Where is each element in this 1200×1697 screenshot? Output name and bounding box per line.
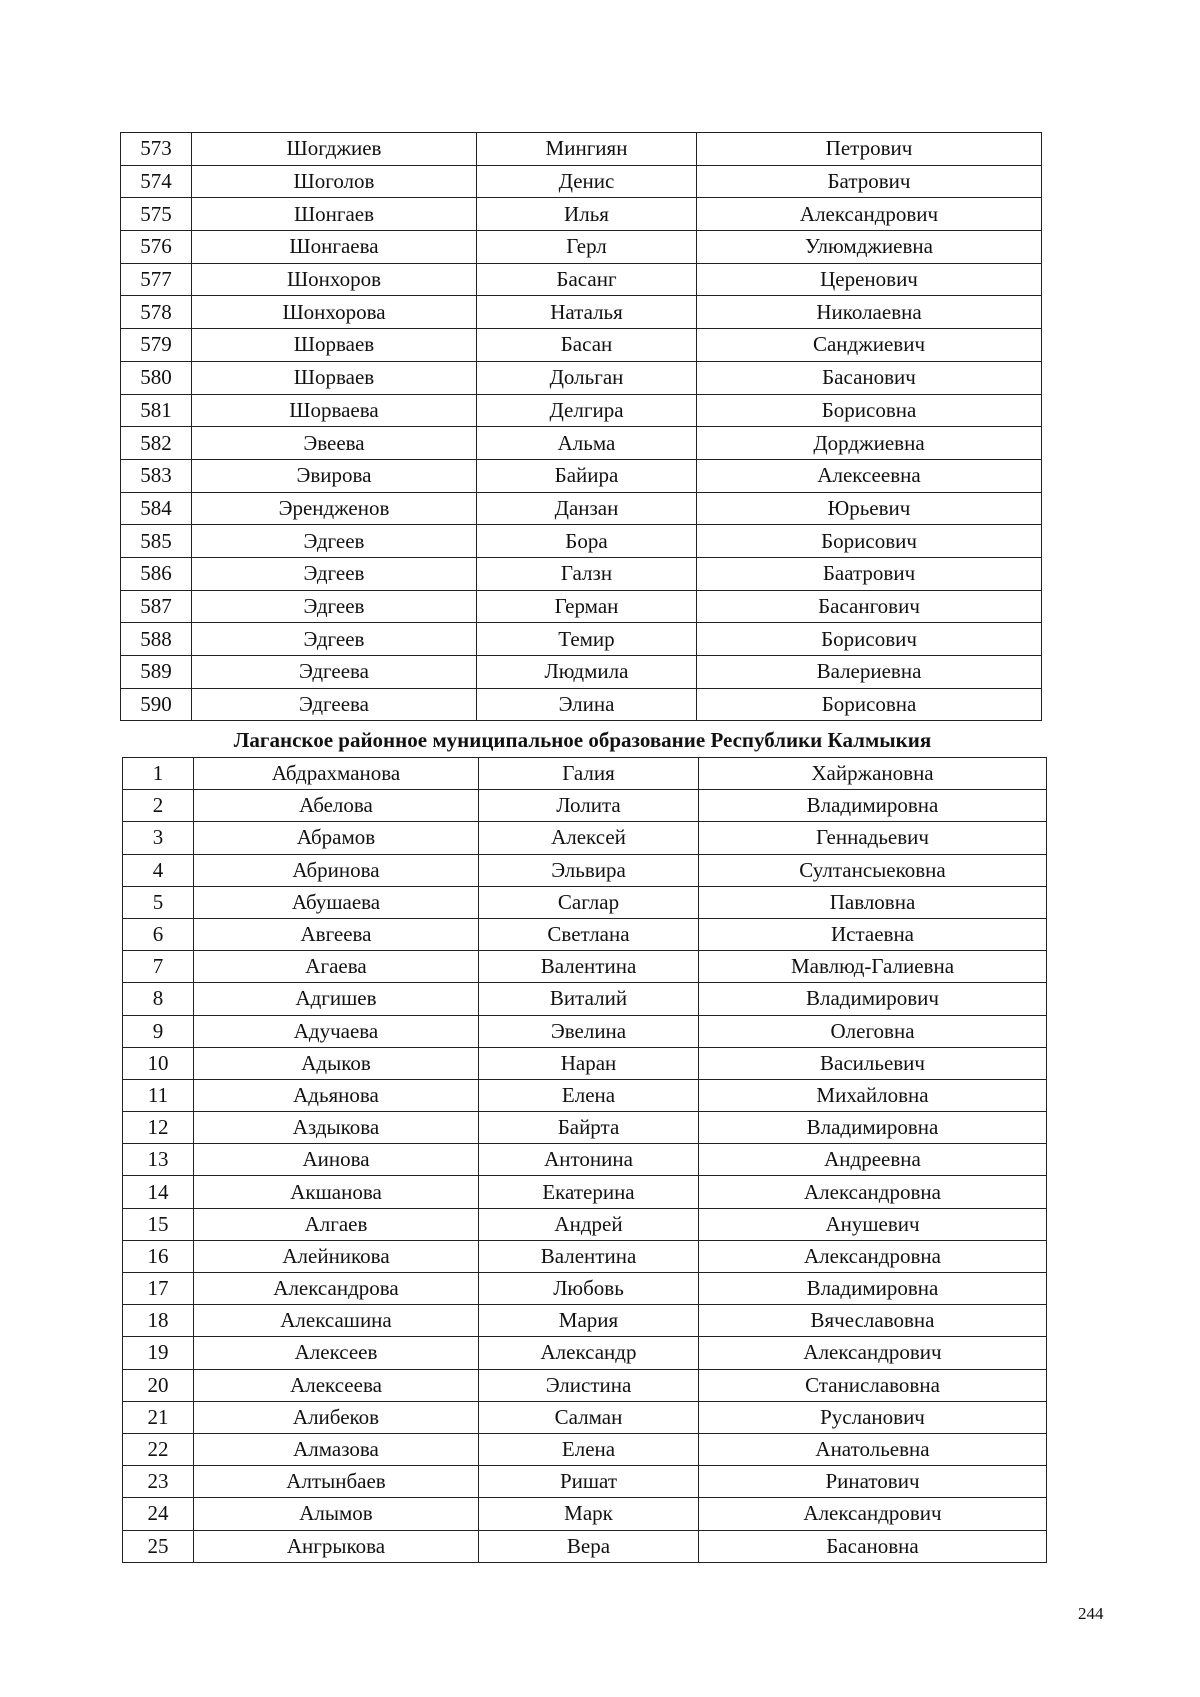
first-name-cell: Эльвира [479,854,699,886]
row-number-cell: 11 [123,1079,194,1111]
table-row [121,165,1042,198]
first-name-cell: Салман [479,1401,699,1433]
patronymic-cell: Геннадьевич [699,822,1047,854]
surname-cell: Алтынбаев [194,1466,479,1498]
first-name-cell: Герл [477,231,697,264]
patronymic-cell: Юрьевич [697,492,1042,525]
surname-cell: Эвеева [192,427,477,460]
surname-cell: Шорваев [192,329,477,362]
patronymic-cell: Александрович [699,1498,1047,1530]
surname-cell: Адыков [194,1047,479,1079]
section-heading: Лаганское районное муниципальное образование Республики Калмыкия [233,728,932,752]
surname-cell: Ангрыкова [194,1530,479,1562]
first-name-cell: Любовь [479,1273,699,1305]
surname-cell: Алымов [194,1498,479,1530]
patronymic-cell: Батрович [697,165,1042,198]
patronymic-cell: Михайловна [699,1079,1047,1111]
first-name-cell: Байира [477,459,697,492]
row-number-cell: 588 [121,623,192,656]
patronymic-cell: Церенович [697,263,1042,296]
first-name-cell: Екатерина [479,1176,699,1208]
first-name-cell: Александр [479,1337,699,1369]
table-row [121,492,1042,525]
surname-cell: Шонгаева [192,231,477,264]
patronymic-cell: Русланович [699,1401,1047,1433]
surname-cell: Шоголов [192,165,477,198]
surname-cell: Абринова [194,854,479,886]
patronymic-cell: Дорджиевна [697,427,1042,460]
surname-cell: Авгеева [194,918,479,950]
surname-cell: Алексеев [194,1337,479,1369]
row-number-cell: 584 [121,492,192,525]
patronymic-cell: Вячеславовна [699,1305,1047,1337]
table-row [121,296,1042,329]
surname-cell: Шонхоров [192,263,477,296]
row-number-cell: 5 [123,886,194,918]
row-number-cell: 574 [121,165,192,198]
surname-cell: Аинова [194,1144,479,1176]
patronymic-cell: Басанович [697,361,1042,394]
first-name-cell: Наран [479,1047,699,1079]
table-row [121,231,1042,264]
patronymic-cell: Ринатович [699,1466,1047,1498]
row-number-cell: 580 [121,361,192,394]
surname-cell: Шорваев [192,361,477,394]
first-name-cell: Елена [479,1079,699,1111]
surname-cell: Абелова [194,790,479,822]
first-name-cell: Эвелина [479,1015,699,1047]
table-row [123,1466,1047,1498]
row-number-cell: 586 [121,557,192,590]
table-row [121,525,1042,558]
patronymic-cell: Анушевич [699,1208,1047,1240]
patronymic-cell: Улюмджиевна [697,231,1042,264]
first-name-cell: Темир [477,623,697,656]
table-row [123,1498,1047,1530]
surname-cell: Алмазова [194,1433,479,1465]
row-number-cell: 578 [121,296,192,329]
surname-cell: Агаева [194,951,479,983]
patronymic-cell: Борисовна [697,394,1042,427]
first-name-cell: Мингиян [477,133,697,166]
table-row [123,1433,1047,1465]
table-row [121,656,1042,689]
row-number-cell: 25 [123,1530,194,1562]
row-number-cell: 583 [121,459,192,492]
table-row [123,1401,1047,1433]
first-name-cell: Данзан [477,492,697,525]
table-row [123,918,1047,950]
surname-cell: Эдгеев [192,590,477,623]
first-name-cell: Антонина [479,1144,699,1176]
surname-cell: Эвирова [192,459,477,492]
table-row [121,133,1042,166]
table-row [123,790,1047,822]
patronymic-cell: Александрович [697,198,1042,231]
surname-cell: Алгаев [194,1208,479,1240]
row-number-cell: 19 [123,1337,194,1369]
first-name-cell: Илья [477,198,697,231]
table-row [121,590,1042,623]
patronymic-cell: Борисович [697,525,1042,558]
surname-cell: Эдгеев [192,557,477,590]
surname-cell: Шонхорова [192,296,477,329]
row-number-cell: 18 [123,1305,194,1337]
table-row [121,329,1042,362]
patronymic-cell: Станиславовна [699,1369,1047,1401]
first-name-cell: Элистина [479,1369,699,1401]
table-row [123,1208,1047,1240]
row-number-cell: 7 [123,951,194,983]
first-name-cell: Вера [479,1530,699,1562]
table-row [123,1369,1047,1401]
patronymic-cell: Борисовна [697,688,1042,721]
table-row [123,1337,1047,1369]
row-number-cell: 13 [123,1144,194,1176]
surname-cell: Абрамов [194,822,479,854]
patronymic-cell: Александрович [699,1337,1047,1369]
surname-cell: Шогджиев [192,133,477,166]
table-row [123,1047,1047,1079]
row-number-cell: 577 [121,263,192,296]
surname-cell: Адгишев [194,983,479,1015]
patronymic-cell: Николаевна [697,296,1042,329]
row-number-cell: 579 [121,329,192,362]
records-table-continued [120,132,1042,721]
patronymic-cell: Истаевна [699,918,1047,950]
row-number-cell: 575 [121,198,192,231]
patronymic-cell: Александровна [699,1176,1047,1208]
row-number-cell: 15 [123,1208,194,1240]
patronymic-cell: Васильевич [699,1047,1047,1079]
table-row [123,1176,1047,1208]
first-name-cell: Элина [477,688,697,721]
row-number-cell: 587 [121,590,192,623]
surname-cell: Абдрахманова [194,758,479,790]
row-number-cell: 585 [121,525,192,558]
row-number-cell: 4 [123,854,194,886]
patronymic-cell: Басангович [697,590,1042,623]
first-name-cell: Андрей [479,1208,699,1240]
page-number: 244 [1078,1604,1104,1623]
first-name-cell: Валентина [479,951,699,983]
first-name-cell: Людмила [477,656,697,689]
row-number-cell: 10 [123,1047,194,1079]
patronymic-cell: Владимировна [699,1112,1047,1144]
table-row [123,983,1047,1015]
first-name-cell: Галия [479,758,699,790]
patronymic-cell: Санджиевич [697,329,1042,362]
patronymic-cell: Владимировна [699,1273,1047,1305]
table-row [121,263,1042,296]
surname-cell: Шорваева [192,394,477,427]
first-name-cell: Марк [479,1498,699,1530]
surname-cell: Алибеков [194,1401,479,1433]
patronymic-cell: Хайржановна [699,758,1047,790]
surname-cell: Эдгеев [192,623,477,656]
patronymic-cell: Павловна [699,886,1047,918]
patronymic-cell: Анатольевна [699,1433,1047,1465]
patronymic-cell: Валериевна [697,656,1042,689]
row-number-cell: 12 [123,1112,194,1144]
surname-cell: Адьянова [194,1079,479,1111]
table-row [123,1144,1047,1176]
table-row [121,394,1042,427]
surname-cell: Алексеева [194,1369,479,1401]
table-row [121,623,1042,656]
patronymic-cell: Владимировна [699,790,1047,822]
table-row [121,688,1042,721]
row-number-cell: 9 [123,1015,194,1047]
row-number-cell: 589 [121,656,192,689]
table-row [123,886,1047,918]
row-number-cell: 576 [121,231,192,264]
first-name-cell: Герман [477,590,697,623]
surname-cell: Эрендженов [192,492,477,525]
row-number-cell: 14 [123,1176,194,1208]
first-name-cell: Мария [479,1305,699,1337]
row-number-cell: 22 [123,1433,194,1465]
table-row [121,459,1042,492]
first-name-cell: Алексей [479,822,699,854]
surname-cell: Абушаева [194,886,479,918]
row-number-cell: 20 [123,1369,194,1401]
table-row [123,1530,1047,1562]
records-table-lagan [122,757,1047,1563]
first-name-cell: Бора [477,525,697,558]
surname-cell: Эдгеева [192,688,477,721]
surname-cell: Шонгаев [192,198,477,231]
surname-cell: Алексашина [194,1305,479,1337]
row-number-cell: 23 [123,1466,194,1498]
table-row [123,854,1047,886]
patronymic-cell: Владимирович [699,983,1047,1015]
surname-cell: Аздыкова [194,1112,479,1144]
patronymic-cell: Александровна [699,1240,1047,1272]
row-number-cell: 582 [121,427,192,460]
first-name-cell: Саглар [479,886,699,918]
first-name-cell: Галзн [477,557,697,590]
first-name-cell: Басанг [477,263,697,296]
patronymic-cell: Олеговна [699,1015,1047,1047]
surname-cell: Эдгеева [192,656,477,689]
first-name-cell: Байрта [479,1112,699,1144]
table-row [123,1015,1047,1047]
patronymic-cell: Басановна [699,1530,1047,1562]
table-row [123,1305,1047,1337]
surname-cell: Александрова [194,1273,479,1305]
table-row [121,427,1042,460]
table-row [123,822,1047,854]
surname-cell: Эдгеев [192,525,477,558]
surname-cell: Акшанова [194,1176,479,1208]
patronymic-cell: Борисович [697,623,1042,656]
first-name-cell: Виталий [479,983,699,1015]
table-row [121,198,1042,231]
first-name-cell: Делгира [477,394,697,427]
row-number-cell: 2 [123,790,194,822]
first-name-cell: Альма [477,427,697,460]
table-row [121,361,1042,394]
row-number-cell: 590 [121,688,192,721]
row-number-cell: 581 [121,394,192,427]
patronymic-cell: Алексеевна [697,459,1042,492]
first-name-cell: Дольган [477,361,697,394]
row-number-cell: 16 [123,1240,194,1272]
row-number-cell: 573 [121,133,192,166]
table-row [121,557,1042,590]
table-row [123,951,1047,983]
table-row [123,1240,1047,1272]
table-row [123,758,1047,790]
first-name-cell: Валентина [479,1240,699,1272]
first-name-cell: Светлана [479,918,699,950]
patronymic-cell: Баатрович [697,557,1042,590]
row-number-cell: 6 [123,918,194,950]
table-row [123,1079,1047,1111]
patronymic-cell: Петрович [697,133,1042,166]
first-name-cell: Ришат [479,1466,699,1498]
first-name-cell: Лолита [479,790,699,822]
table-row [123,1273,1047,1305]
patronymic-cell: Андреевна [699,1144,1047,1176]
patronymic-cell: Султансыековна [699,854,1047,886]
row-number-cell: 1 [123,758,194,790]
patronymic-cell: Мавлюд-Галиевна [699,951,1047,983]
row-number-cell: 3 [123,822,194,854]
row-number-cell: 24 [123,1498,194,1530]
first-name-cell: Наталья [477,296,697,329]
row-number-cell: 17 [123,1273,194,1305]
surname-cell: Алейникова [194,1240,479,1272]
row-number-cell: 21 [123,1401,194,1433]
first-name-cell: Басан [477,329,697,362]
surname-cell: Адучаева [194,1015,479,1047]
table-row [123,1112,1047,1144]
row-number-cell: 8 [123,983,194,1015]
first-name-cell: Елена [479,1433,699,1465]
first-name-cell: Денис [477,165,697,198]
